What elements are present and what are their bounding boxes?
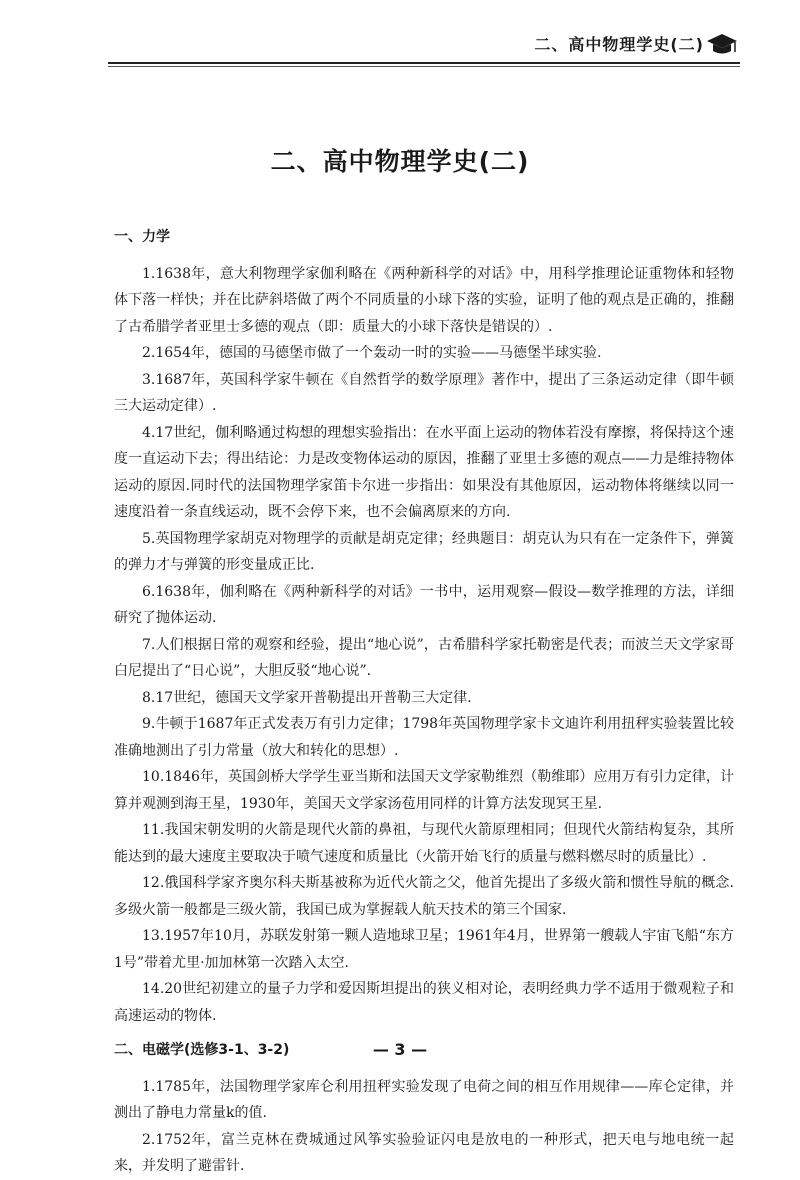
document-body — [114, 224, 734, 1180]
paragraph: 14.20世纪初建立的量子力学和爱因斯坦提出的狭义相对论，表明经典力学不适用于微观粒子和高速运动的物体. — [114, 981, 734, 1024]
header-rule-thin — [108, 66, 740, 67]
paragraph: 9.牛顿于1687年正式发表万有引力定律；1798年英国物理学家卡文迪许利用扭秤实验装置比较准确地测出了引力常量（放大和转化的思想）. — [114, 716, 734, 759]
paragraph: 13.1957年10月，苏联发射第一颗人造地球卫星；1961年4月，世界第一艘载人宇宙飞船“东方1号”带着尤里·加加林第一次踏入太空. — [114, 928, 734, 971]
running-header — [0, 28, 800, 62]
graduation-cap-icon — [706, 30, 738, 58]
running-header-title: 二、高中物理学史(二) — [534, 35, 704, 54]
paragraph: 2.1654年，德国的马德堡市做了一个轰动一时的实验——马德堡半球实验. — [142, 345, 602, 361]
section-heading-electromagnetism: 二、电磁学(选修3-1、3-2) — [114, 1042, 290, 1058]
paragraph: 4.17世纪，伽利略通过构想的理想实验指出：在水平面上运动的物体若没有摩擦，将保持这个速度一直运动下去；得出结论：力是改变物体运动的原因，推翻了亚里士多德的观点——力是维持物体运动的原因.同时代的法国物理学家笛卡尔进一步指出：如果没有其他原因，运动物体将继续以同一速度沿着一条直线运动，既不会停下来，也不会偏离原来的方向. — [114, 424, 734, 520]
page-number: — 3 — — [372, 1040, 428, 1059]
paragraph: 2.1752年，富兰克林在费城通过风筝实验验证闪电是放电的一种形式，把天电与地电统一起来，并发明了避雷针. — [114, 1131, 734, 1174]
paragraph: 11.我国宋朝发明的火箭是现代火箭的鼻祖，与现代火箭原理相同；但现代火箭结构复杂，其所能达到的最大速度主要取决于喷气速度和质量比（火箭开始飞行的质量与燃料燃尽时的质量比）. — [114, 822, 734, 865]
header-rule — [108, 62, 740, 64]
paragraph: 10.1846年，英国剑桥大学学生亚当斯和法国天文学家勒维烈（勒维耶）应用万有引力定律，计算并观测到海王星，1930年，美国天文学家汤苞用同样的计算方法发现冥王星. — [114, 769, 734, 812]
paragraph: 5.英国物理学家胡克对物理学的贡献是胡克定律；经典题目：胡克认为只有在一定条件下，弹簧的弹力才与弹簧的形变量成正比. — [114, 530, 734, 573]
paragraph: 3.1687年，英国科学家牛顿在《自然哲学的数学原理》著作中，提出了三条运动定律（即牛顿三大运动定律）. — [114, 371, 734, 414]
paragraph: 7.人们根据日常的观察和经验，提出“地心说”，古希腊科学家托勒密是代表；而波兰天文学家哥白尼提出了“日心说”，大胆反驳“地心说”. — [114, 636, 734, 679]
section-heading-mechanics: 一、力学 — [114, 229, 170, 245]
paragraph: 6.1638年，伽利略在《两种新科学的对话》一书中，运用观察—假设—数学推理的方法，详细研究了抛体运动. — [114, 583, 734, 626]
page-title: 二、高中物理学史(二) — [270, 147, 530, 176]
paragraph: 8.17世纪，德国天文学家开普勒提出开普勒三大定律. — [142, 689, 472, 706]
paragraph: 1.1785年，法国物理学家库仑利用扭秤实验发现了电荷之间的相互作用规律——库仑定律，并测出了静电力常量k的值. — [114, 1078, 734, 1121]
paragraph: 1.1638年，意大利物理学家伽利略在《两种新科学的对话》中，用科学推理论证重物体和轻物体下落一样快；并在比萨斜塔做了两个不同质量的小球下落的实验，证明了他的观点是正确的，推翻了古希腊学者亚里士多德的观点（即：质量大的小球下落快是错误的）. — [114, 265, 734, 335]
paragraph: 12.俄国科学家齐奥尔科夫斯基被称为近代火箭之父，他首先提出了多级火箭和惯性导航的概念.多级火箭一般都是三级火箭，我国已成为掌握载人航天技术的第三个国家. — [114, 875, 734, 918]
